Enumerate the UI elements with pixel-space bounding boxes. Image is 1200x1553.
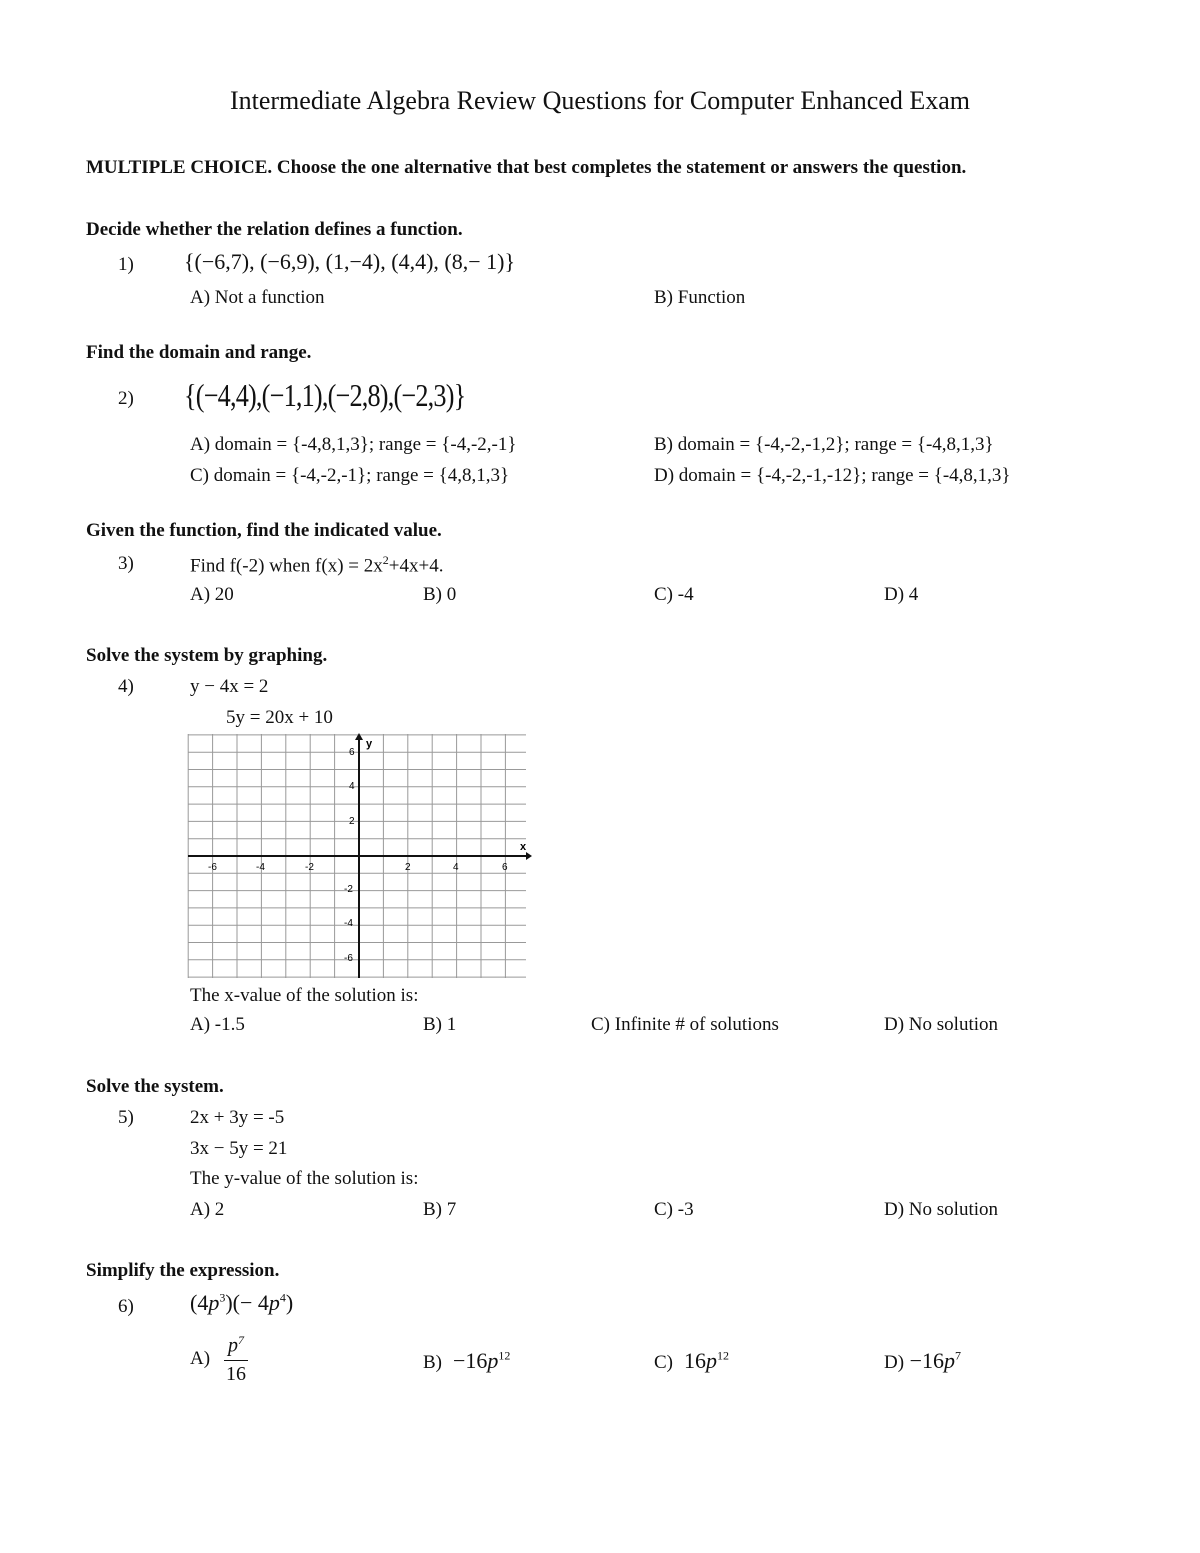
x-axis-label: x (520, 841, 527, 853)
y-tick-label: 6 (349, 747, 355, 758)
x-tick-label: 6 (502, 862, 508, 873)
q6-number: 6) (118, 1296, 134, 1317)
q2-number: 2) (118, 388, 134, 409)
q2-choice-c[interactable]: C) domain = {-4,-2,-1}; range = {4,8,1,3} (190, 465, 510, 486)
x-tick-label: 4 (453, 862, 459, 873)
instructions: MULTIPLE CHOICE. Choose the one alternative that best completes the statement or answers the question. (86, 157, 967, 178)
q6-choice-d[interactable]: $D) -16p^7$ (884, 1348, 961, 1373)
q1-number: 1) (118, 254, 134, 275)
q4-section-heading: Solve the system by graphing. (86, 645, 328, 666)
q3-number: 3) (118, 553, 134, 574)
y-tick-label: -4 (344, 918, 353, 929)
q5-number: 5) (118, 1107, 134, 1128)
q2-choice-a[interactable]: A) domain = {-4,8,1,3}; range = {-4,-2,-1} (190, 434, 517, 455)
x-tick-label: -4 (256, 862, 265, 873)
x-axis-arrow-icon (526, 852, 532, 860)
y-tick-label: 4 (349, 781, 355, 792)
q3-choice-d[interactable]: D) 4 (884, 584, 919, 605)
q6-choice-c[interactable]: C) $16p^{12}$ (654, 1348, 729, 1373)
q4-number: 4) (118, 676, 134, 697)
q6-expression: $(4p^3)(- 4p^4)$ (190, 1290, 294, 1315)
q6-choice-a-letter[interactable]: A) (190, 1348, 211, 1369)
x-tick-label: 2 (405, 862, 411, 873)
q4-question: The x-value of the solution is: (190, 985, 419, 1006)
q2-relation: {(−4,4),(−1,1),(−2,8),(−2,3)} (184, 377, 466, 413)
q4-equation-1: y − 4x = 2 (190, 676, 269, 697)
y-axis-arrow-icon (355, 733, 363, 740)
q5-choice-d[interactable]: D) No solution (884, 1199, 998, 1220)
y-axis-label: y (366, 738, 373, 750)
q2-choice-d[interactable]: D) domain = {-4,-2,-1,-12}; range = {-4,8,1,3} (654, 465, 1011, 486)
q2-choice-b[interactable]: B) domain = {-4,-2,-1,2}; range = {-4,8,1,3} (654, 434, 994, 455)
q2-section-heading: Find the domain and range. (86, 342, 312, 363)
q5-equation-1: 2x + 3y = -5 (190, 1107, 285, 1128)
q3-choice-b[interactable]: B) 0 (423, 584, 457, 605)
q5-choice-a[interactable]: A) 2 (190, 1199, 225, 1220)
q3-choice-a[interactable]: A) 20 (190, 584, 234, 605)
q4-equation-2: 5y = 20x + 10 (226, 707, 333, 728)
x-tick-label: -2 (305, 862, 314, 873)
q3-prompt: Find f(-2) when $f(x) = 2x^2+4x+4$. (190, 553, 444, 577)
q6-section-heading: Simplify the expression. (86, 1260, 280, 1281)
q1-section-heading: Decide whether the relation defines a function. (86, 219, 463, 240)
q4-choice-b[interactable]: B) 1 (423, 1014, 457, 1035)
q1-choice-a[interactable]: A) Not a function (190, 287, 325, 308)
q3-choice-c[interactable]: C) -4 (654, 584, 694, 605)
page-title: Intermediate Algebra Review Questions for Computer Enhanced Exam (229, 86, 971, 115)
q6-choice-b[interactable]: $B) -16p^{12}$ (423, 1348, 511, 1373)
q5-equation-2: 3x − 5y = 21 (190, 1138, 288, 1159)
q1-relation: {(−6,7), (−6,9), (1,−4), (4,4), (8,− 1)} (184, 249, 516, 274)
y-tick-label: 2 (349, 816, 355, 827)
q4-choice-c[interactable]: C) Infinite # of solutions (591, 1014, 779, 1035)
q3-section-heading: Given the function, find the indicated value. (86, 520, 442, 541)
q5-choice-c[interactable]: C) -3 (654, 1199, 694, 1220)
x-tick-label: -6 (208, 862, 217, 873)
q1-choice-b[interactable]: B) Function (654, 287, 746, 308)
q5-choice-b[interactable]: B) 7 (423, 1199, 457, 1220)
q5-question: The y-value of the solution is: (190, 1168, 419, 1189)
q4-choice-d[interactable]: D) No solution (884, 1014, 998, 1035)
q6-choice-a-fraction[interactable]: $\frac{p^7}{16}$ (226, 1333, 246, 1385)
y-tick-label: -6 (344, 953, 353, 964)
q4-coordinate-grid (186, 732, 532, 980)
y-tick-label: -2 (344, 884, 353, 895)
q4-choice-a[interactable]: A) -1.5 (190, 1014, 245, 1035)
q5-section-heading: Solve the system. (86, 1076, 224, 1097)
